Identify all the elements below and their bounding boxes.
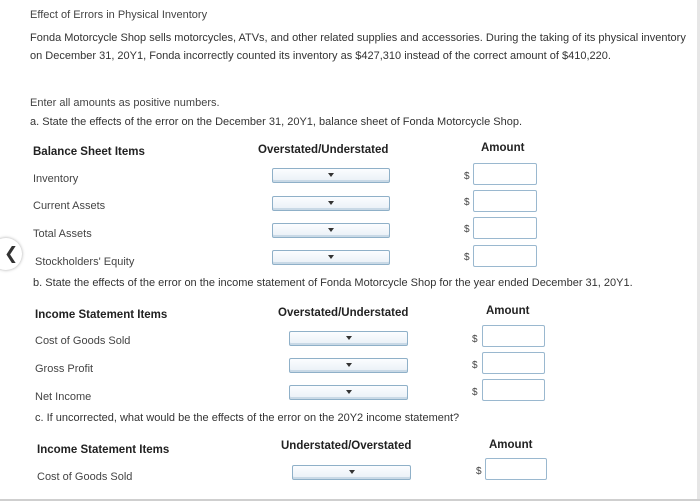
dollar-sign: $ bbox=[464, 197, 470, 208]
dollar-sign: $ bbox=[464, 224, 470, 235]
part-a-row-inventory: Inventory bbox=[33, 173, 79, 185]
part-b-row-cogs: Cost of Goods Sold bbox=[35, 335, 131, 347]
part-a-col-amount: Amount bbox=[481, 142, 525, 154]
caret-down-icon bbox=[349, 470, 355, 474]
part-a-total-assets-effect-select[interactable] bbox=[272, 223, 390, 238]
problem-description: Fonda Motorcycle Shop sells motorcycles, ATVs, and other related supplies and accessories. During the taking of its physical inventory on December 31, 20Y1, Fonda incorrectly counted its inventory as $427,310 instead of the correct amount of $410,220. bbox=[30, 32, 686, 62]
part-b-row-net-income: Net Income bbox=[35, 391, 92, 403]
caret-down-icon bbox=[346, 336, 352, 340]
part-a-col-effect: Overstated/Understated bbox=[258, 144, 389, 156]
dollar-sign: $ bbox=[476, 466, 482, 477]
caret-down-icon bbox=[346, 390, 352, 394]
dollar-sign: $ bbox=[464, 252, 470, 263]
part-a-inventory-amount-input[interactable] bbox=[473, 163, 537, 185]
caret-down-icon bbox=[328, 228, 334, 232]
part-a-row-stockholders-equity: Stockholders' Equity bbox=[35, 256, 135, 268]
part-b-gross-profit-amount-input[interactable] bbox=[482, 352, 545, 374]
back-button[interactable] bbox=[0, 238, 22, 270]
part-a-question: a. State the effects of the error on the December 31, 20Y1, balance sheet of Fonda Motorcycle Shop. bbox=[30, 116, 523, 128]
part-c-col-effect: Understated/Overstated bbox=[281, 440, 412, 452]
part-a-equity-effect-select[interactable] bbox=[272, 250, 390, 265]
part-b-cogs-amount-input[interactable] bbox=[482, 325, 545, 347]
chevron-left-icon: ❮ bbox=[4, 244, 19, 263]
part-c-row-cogs: Cost of Goods Sold bbox=[37, 471, 133, 483]
instruction-text: Enter all amounts as positive numbers. bbox=[30, 97, 220, 109]
part-b-cogs-effect-select[interactable] bbox=[289, 331, 408, 346]
part-a-current-assets-effect-select[interactable] bbox=[272, 196, 390, 211]
caret-down-icon bbox=[346, 363, 352, 367]
part-c-col-items: Income Statement Items bbox=[37, 444, 170, 456]
dollar-sign: $ bbox=[464, 171, 470, 182]
part-a-col-items: Balance Sheet Items bbox=[33, 146, 145, 158]
part-c-col-amount: Amount bbox=[489, 439, 533, 451]
part-c-cogs-effect-select[interactable] bbox=[292, 465, 411, 480]
part-a-total-assets-amount-input[interactable] bbox=[473, 217, 537, 239]
dollar-sign: $ bbox=[472, 334, 478, 345]
part-b-net-income-effect-select[interactable] bbox=[289, 385, 408, 400]
part-b-row-gross-profit: Gross Profit bbox=[35, 363, 94, 375]
part-c-cogs-amount-input[interactable] bbox=[485, 458, 547, 480]
part-a-inventory-effect-select[interactable] bbox=[272, 168, 390, 183]
caret-down-icon bbox=[328, 201, 334, 205]
part-a-equity-amount-input[interactable] bbox=[473, 245, 537, 267]
part-b-col-amount: Amount bbox=[486, 305, 530, 317]
dollar-sign: $ bbox=[472, 360, 478, 371]
part-b-gross-profit-effect-select[interactable] bbox=[289, 358, 408, 373]
part-a-row-total-assets: Total Assets bbox=[33, 228, 92, 240]
part-c-question: c. If uncorrected, what would be the effects of the error on the 20Y2 income statement? bbox=[35, 412, 460, 424]
part-a-row-current-assets: Current Assets bbox=[33, 200, 106, 212]
part-b-col-effect: Overstated/Understated bbox=[278, 307, 409, 319]
caret-down-icon bbox=[328, 255, 334, 259]
part-b-col-items: Income Statement Items bbox=[35, 309, 168, 321]
dollar-sign: $ bbox=[472, 387, 478, 398]
part-b-net-income-amount-input[interactable] bbox=[482, 379, 545, 401]
caret-down-icon bbox=[328, 173, 334, 177]
page-title: Effect of Errors in Physical Inventory bbox=[30, 9, 208, 21]
part-a-current-assets-amount-input[interactable] bbox=[473, 190, 537, 212]
part-b-question: b. State the effects of the error on the income statement of Fonda Motorcycle Shop for the year ended December 31, 20Y1. bbox=[33, 277, 633, 289]
